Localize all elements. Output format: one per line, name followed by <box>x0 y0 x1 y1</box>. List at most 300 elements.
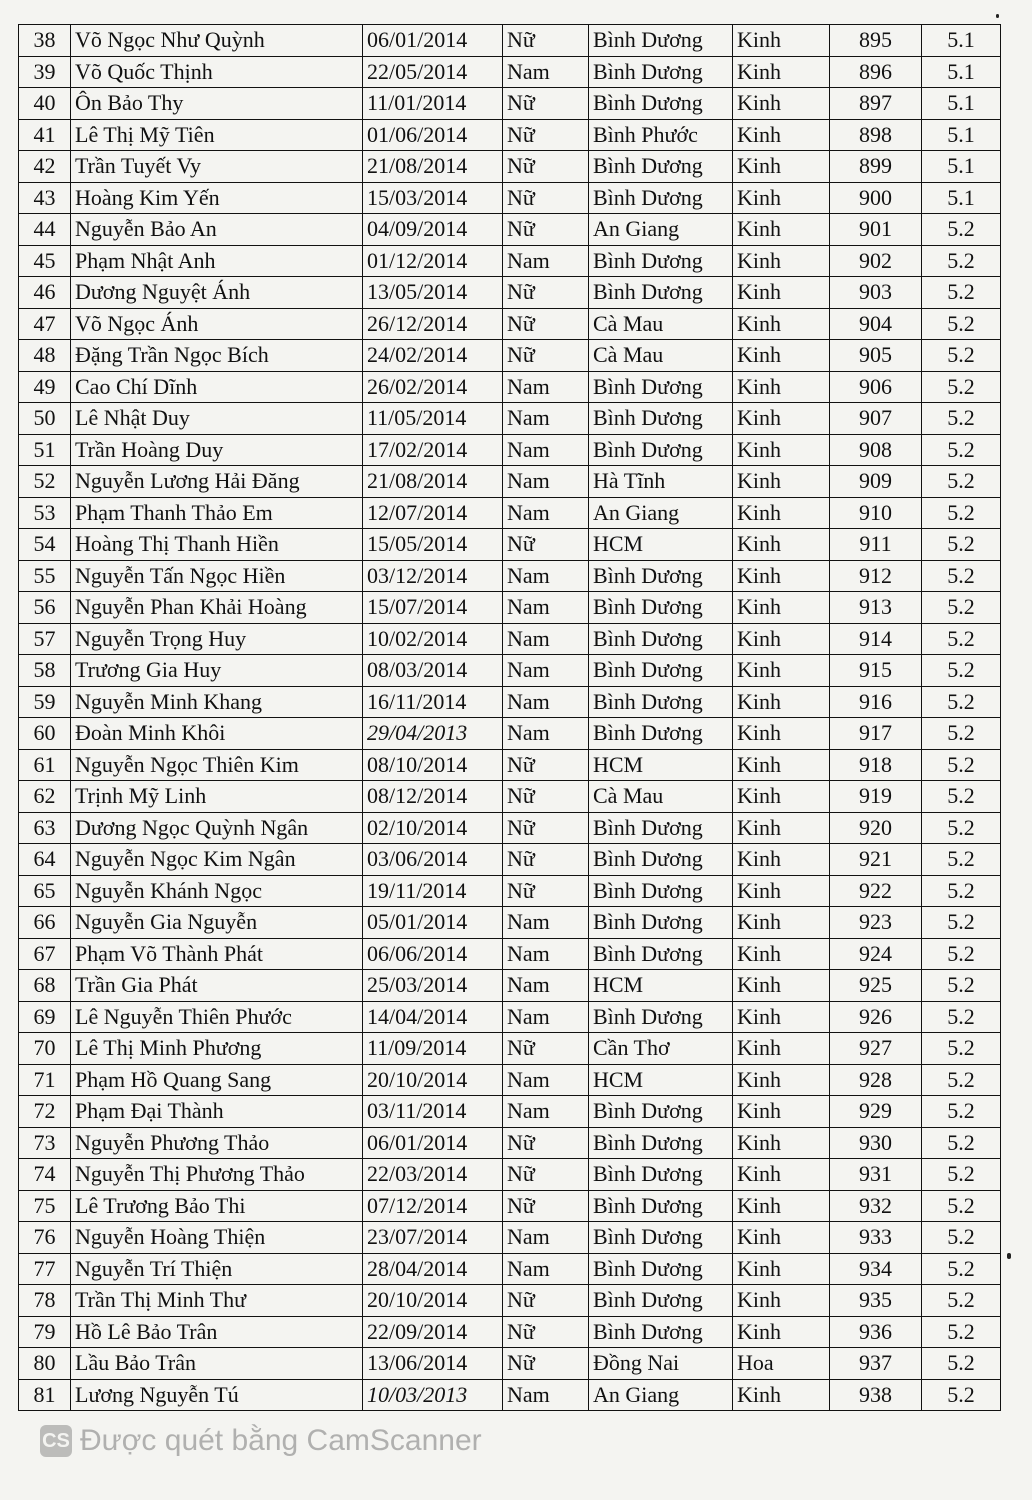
scan-speck <box>996 14 999 18</box>
cell-gender: Nữ <box>503 308 589 340</box>
cell-gender: Nữ <box>503 25 589 57</box>
table-row <box>19 1033 1001 1065</box>
cell-birthplace: Hà Tĩnh <box>589 466 733 498</box>
cell-name: Võ Ngọc Như Quỳnh <box>71 25 363 57</box>
cell-ethnicity: Kinh <box>733 718 830 750</box>
cell-code: 898 <box>830 119 922 151</box>
cell-gender: Nam <box>503 497 589 529</box>
cell-birthplace: An Giang <box>589 214 733 246</box>
cell-code: 935 <box>830 1285 922 1317</box>
cell-stt: 45 <box>19 245 71 277</box>
cell-gender: Nam <box>503 1096 589 1128</box>
cell-cls: 5.2 <box>922 718 1001 750</box>
cell-gender: Nam <box>503 1064 589 1096</box>
cell-name: Đặng Trần Ngọc Bích <box>71 340 363 372</box>
table-row <box>19 403 1001 435</box>
cell-birthplace: An Giang <box>589 1379 733 1411</box>
cell-dob: 06/01/2014 <box>363 25 503 57</box>
cell-birthplace: Bình Dương <box>589 623 733 655</box>
cell-dob: 26/02/2014 <box>363 371 503 403</box>
cell-gender: Nam <box>503 686 589 718</box>
cell-stt: 53 <box>19 497 71 529</box>
cell-code: 925 <box>830 970 922 1002</box>
cell-code: 933 <box>830 1222 922 1254</box>
cell-gender: Nữ <box>503 875 589 907</box>
cell-birthplace: Bình Dương <box>589 1253 733 1285</box>
table-row <box>19 119 1001 151</box>
cell-gender: Nữ <box>503 529 589 561</box>
cell-stt: 56 <box>19 592 71 624</box>
cell-birthplace: Bình Dương <box>589 875 733 907</box>
cell-cls: 5.2 <box>922 371 1001 403</box>
cell-birthplace: HCM <box>589 749 733 781</box>
cell-dob: 23/07/2014 <box>363 1222 503 1254</box>
cell-birthplace: HCM <box>589 970 733 1002</box>
cell-dob: 22/05/2014 <box>363 56 503 88</box>
cell-birthplace: Bình Dương <box>589 182 733 214</box>
cell-name: Phạm Hồ Quang Sang <box>71 1064 363 1096</box>
cell-ethnicity: Kinh <box>733 1159 830 1191</box>
cell-code: 901 <box>830 214 922 246</box>
cell-dob: 06/06/2014 <box>363 938 503 970</box>
table-row <box>19 1253 1001 1285</box>
cell-dob: 03/06/2014 <box>363 844 503 876</box>
table-row <box>19 245 1001 277</box>
cell-dob: 29/04/2013 <box>363 718 503 750</box>
cell-code: 918 <box>830 749 922 781</box>
cell-stt: 67 <box>19 938 71 970</box>
table-row <box>19 466 1001 498</box>
cell-stt: 79 <box>19 1316 71 1348</box>
cell-name: Cao Chí Dĩnh <box>71 371 363 403</box>
cell-cls: 5.2 <box>922 1127 1001 1159</box>
table-row <box>19 623 1001 655</box>
cell-code: 910 <box>830 497 922 529</box>
cell-name: Dương Nguyệt Ánh <box>71 277 363 309</box>
cell-gender: Nam <box>503 1222 589 1254</box>
cell-gender: Nữ <box>503 844 589 876</box>
cell-dob: 28/04/2014 <box>363 1253 503 1285</box>
table-row <box>19 308 1001 340</box>
table-row <box>19 214 1001 246</box>
cell-birthplace: Bình Dương <box>589 1096 733 1128</box>
cell-cls: 5.2 <box>922 686 1001 718</box>
cell-cls: 5.1 <box>922 25 1001 57</box>
cell-stt: 73 <box>19 1127 71 1159</box>
cell-code: 914 <box>830 623 922 655</box>
cell-dob: 20/10/2014 <box>363 1285 503 1317</box>
cell-dob: 03/11/2014 <box>363 1096 503 1128</box>
cell-dob: 03/12/2014 <box>363 560 503 592</box>
cell-ethnicity: Kinh <box>733 1096 830 1128</box>
cell-dob: 25/03/2014 <box>363 970 503 1002</box>
cell-stt: 49 <box>19 371 71 403</box>
cell-dob: 12/07/2014 <box>363 497 503 529</box>
cell-ethnicity: Kinh <box>733 781 830 813</box>
cell-cls: 5.2 <box>922 1064 1001 1096</box>
cell-code: 931 <box>830 1159 922 1191</box>
table-row <box>19 1285 1001 1317</box>
cell-stt: 63 <box>19 812 71 844</box>
cell-gender: Nữ <box>503 214 589 246</box>
cell-stt: 59 <box>19 686 71 718</box>
cell-birthplace: Bình Dương <box>589 718 733 750</box>
cell-cls: 5.2 <box>922 1253 1001 1285</box>
cell-ethnicity: Kinh <box>733 214 830 246</box>
cell-cls: 5.2 <box>922 1190 1001 1222</box>
cell-name: Nguyễn Minh Khang <box>71 686 363 718</box>
cell-birthplace: An Giang <box>589 497 733 529</box>
cell-name: Võ Quốc Thịnh <box>71 56 363 88</box>
table-row <box>19 1316 1001 1348</box>
cell-name: Trần Hoàng Duy <box>71 434 363 466</box>
cell-dob: 06/01/2014 <box>363 1127 503 1159</box>
cell-stt: 39 <box>19 56 71 88</box>
cell-ethnicity: Kinh <box>733 560 830 592</box>
cell-code: 919 <box>830 781 922 813</box>
cell-code: 900 <box>830 182 922 214</box>
cell-stt: 50 <box>19 403 71 435</box>
cell-name: Nguyễn Phan Khải Hoàng <box>71 592 363 624</box>
cell-ethnicity: Kinh <box>733 655 830 687</box>
table-row <box>19 1001 1001 1033</box>
cell-cls: 5.2 <box>922 592 1001 624</box>
cell-birthplace: Bình Dương <box>589 844 733 876</box>
cell-stt: 48 <box>19 340 71 372</box>
cell-code: 906 <box>830 371 922 403</box>
cell-dob: 07/12/2014 <box>363 1190 503 1222</box>
cell-name: Nguyễn Lương Hải Đăng <box>71 466 363 498</box>
cell-cls: 5.2 <box>922 844 1001 876</box>
cell-code: 923 <box>830 907 922 939</box>
cell-birthplace: Bình Dương <box>589 245 733 277</box>
cell-dob: 19/11/2014 <box>363 875 503 907</box>
cell-stt: 78 <box>19 1285 71 1317</box>
cell-gender: Nam <box>503 1001 589 1033</box>
table-row <box>19 1190 1001 1222</box>
table-row <box>19 718 1001 750</box>
cell-ethnicity: Kinh <box>733 529 830 561</box>
cell-code: 903 <box>830 277 922 309</box>
cell-code: 899 <box>830 151 922 183</box>
cell-birthplace: Cà Mau <box>589 308 733 340</box>
cell-birthplace: Cần Thơ <box>589 1033 733 1065</box>
cell-ethnicity: Kinh <box>733 308 830 340</box>
cell-name: Nguyễn Hoàng Thiện <box>71 1222 363 1254</box>
cell-code: 895 <box>830 25 922 57</box>
cell-ethnicity: Kinh <box>733 1190 830 1222</box>
cell-code: 912 <box>830 560 922 592</box>
cell-stt: 64 <box>19 844 71 876</box>
cell-stt: 58 <box>19 655 71 687</box>
cell-cls: 5.2 <box>922 560 1001 592</box>
cell-ethnicity: Hoa <box>733 1348 830 1380</box>
table-row <box>19 277 1001 309</box>
cell-dob: 02/10/2014 <box>363 812 503 844</box>
cell-gender: Nữ <box>503 277 589 309</box>
cell-name: Nguyễn Trọng Huy <box>71 623 363 655</box>
cell-dob: 16/11/2014 <box>363 686 503 718</box>
cell-birthplace: Bình Dương <box>589 686 733 718</box>
cell-name: Nguyễn Tấn Ngọc Hiền <box>71 560 363 592</box>
cell-stt: 60 <box>19 718 71 750</box>
cell-ethnicity: Kinh <box>733 1222 830 1254</box>
cell-birthplace: Bình Dương <box>589 592 733 624</box>
cell-code: 908 <box>830 434 922 466</box>
table-row <box>19 88 1001 120</box>
cell-dob: 11/01/2014 <box>363 88 503 120</box>
table-row <box>19 1379 1001 1411</box>
cell-name: Lê Thị Minh Phương <box>71 1033 363 1065</box>
cell-cls: 5.2 <box>922 781 1001 813</box>
cell-birthplace: Bình Dương <box>589 560 733 592</box>
cell-gender: Nữ <box>503 1285 589 1317</box>
cell-dob: 15/07/2014 <box>363 592 503 624</box>
cell-ethnicity: Kinh <box>733 1253 830 1285</box>
cell-stt: 43 <box>19 182 71 214</box>
cell-dob: 14/04/2014 <box>363 1001 503 1033</box>
cell-gender: Nam <box>503 592 589 624</box>
cell-name: Hoàng Kim Yến <box>71 182 363 214</box>
cell-ethnicity: Kinh <box>733 1033 830 1065</box>
cell-ethnicity: Kinh <box>733 434 830 466</box>
cell-ethnicity: Kinh <box>733 1001 830 1033</box>
cell-gender: Nữ <box>503 812 589 844</box>
cell-birthplace: Bình Dương <box>589 1159 733 1191</box>
cell-dob: 08/03/2014 <box>363 655 503 687</box>
cell-ethnicity: Kinh <box>733 277 830 309</box>
cell-stt: 54 <box>19 529 71 561</box>
cell-gender: Nữ <box>503 1348 589 1380</box>
cell-dob: 13/06/2014 <box>363 1348 503 1380</box>
cell-stt: 42 <box>19 151 71 183</box>
table-row <box>19 1096 1001 1128</box>
cell-name: Lương Nguyễn Tú <box>71 1379 363 1411</box>
cell-cls: 5.2 <box>922 655 1001 687</box>
table-row <box>19 340 1001 372</box>
cell-ethnicity: Kinh <box>733 749 830 781</box>
table-row <box>19 1222 1001 1254</box>
cell-cls: 5.1 <box>922 88 1001 120</box>
cell-gender: Nam <box>503 623 589 655</box>
cell-birthplace: Bình Phước <box>589 119 733 151</box>
cell-code: 904 <box>830 308 922 340</box>
cell-name: Phạm Nhật Anh <box>71 245 363 277</box>
cell-birthplace: Bình Dương <box>589 403 733 435</box>
cell-gender: Nữ <box>503 1159 589 1191</box>
table-row <box>19 1348 1001 1380</box>
cell-ethnicity: Kinh <box>733 466 830 498</box>
cell-dob: 11/09/2014 <box>363 1033 503 1065</box>
cell-ethnicity: Kinh <box>733 497 830 529</box>
cell-name: Lê Nguyễn Thiên Phước <box>71 1001 363 1033</box>
cell-cls: 5.2 <box>922 749 1001 781</box>
cell-cls: 5.1 <box>922 182 1001 214</box>
cell-name: Nguyễn Bảo An <box>71 214 363 246</box>
cell-name: Lê Nhật Duy <box>71 403 363 435</box>
cell-dob: 20/10/2014 <box>363 1064 503 1096</box>
cell-birthplace: Bình Dương <box>589 1222 733 1254</box>
cell-dob: 22/09/2014 <box>363 1316 503 1348</box>
cell-name: Trần Thị Minh Thư <box>71 1285 363 1317</box>
cell-stt: 77 <box>19 1253 71 1285</box>
cell-code: 926 <box>830 1001 922 1033</box>
cell-birthplace: Bình Dương <box>589 907 733 939</box>
cell-stt: 68 <box>19 970 71 1002</box>
cell-name: Trần Gia Phát <box>71 970 363 1002</box>
table-row <box>19 907 1001 939</box>
cell-gender: Nam <box>503 403 589 435</box>
cell-stt: 41 <box>19 119 71 151</box>
cell-cls: 5.2 <box>922 403 1001 435</box>
cell-dob: 10/03/2013 <box>363 1379 503 1411</box>
cell-name: Trương Gia Huy <box>71 655 363 687</box>
cell-birthplace: Bình Dương <box>589 1190 733 1222</box>
table-row <box>19 1064 1001 1096</box>
cell-cls: 5.2 <box>922 970 1001 1002</box>
cell-birthplace: Bình Dương <box>589 655 733 687</box>
cell-dob: 17/02/2014 <box>363 434 503 466</box>
cell-dob: 24/02/2014 <box>363 340 503 372</box>
cell-cls: 5.2 <box>922 1379 1001 1411</box>
cell-gender: Nữ <box>503 1316 589 1348</box>
cell-gender: Nam <box>503 907 589 939</box>
cell-cls: 5.2 <box>922 497 1001 529</box>
cell-ethnicity: Kinh <box>733 623 830 655</box>
cell-ethnicity: Kinh <box>733 56 830 88</box>
cell-stt: 65 <box>19 875 71 907</box>
cell-birthplace: Bình Dương <box>589 25 733 57</box>
cell-ethnicity: Kinh <box>733 119 830 151</box>
cell-gender: Nam <box>503 655 589 687</box>
cell-name: Hồ Lê Bảo Trân <box>71 1316 363 1348</box>
cell-code: 897 <box>830 88 922 120</box>
cell-name: Trịnh Mỹ Linh <box>71 781 363 813</box>
cell-ethnicity: Kinh <box>733 938 830 970</box>
cell-cls: 5.2 <box>922 938 1001 970</box>
cell-stt: 76 <box>19 1222 71 1254</box>
cell-code: 922 <box>830 875 922 907</box>
cell-name: Nguyễn Khánh Ngọc <box>71 875 363 907</box>
cell-stt: 51 <box>19 434 71 466</box>
cell-code: 905 <box>830 340 922 372</box>
cell-stt: 81 <box>19 1379 71 1411</box>
table-row <box>19 529 1001 561</box>
cell-dob: 08/10/2014 <box>363 749 503 781</box>
cell-name: Nguyễn Trí Thiện <box>71 1253 363 1285</box>
cell-name: Nguyễn Thị Phương Thảo <box>71 1159 363 1191</box>
cell-name: Nguyễn Ngọc Kim Ngân <box>71 844 363 876</box>
cell-name: Ôn Bảo Thy <box>71 88 363 120</box>
cell-dob: 04/09/2014 <box>363 214 503 246</box>
cell-gender: Nam <box>503 1253 589 1285</box>
table-row <box>19 25 1001 57</box>
cell-dob: 08/12/2014 <box>363 781 503 813</box>
table-row <box>19 970 1001 1002</box>
cell-dob: 21/08/2014 <box>363 466 503 498</box>
cell-code: 902 <box>830 245 922 277</box>
cell-dob: 21/08/2014 <box>363 151 503 183</box>
cell-cls: 5.2 <box>922 812 1001 844</box>
cell-ethnicity: Kinh <box>733 371 830 403</box>
table-row <box>19 655 1001 687</box>
cell-cls: 5.2 <box>922 1316 1001 1348</box>
cell-dob: 26/12/2014 <box>363 308 503 340</box>
cell-cls: 5.2 <box>922 214 1001 246</box>
cell-code: 916 <box>830 686 922 718</box>
cell-ethnicity: Kinh <box>733 340 830 372</box>
cell-ethnicity: Kinh <box>733 592 830 624</box>
cell-gender: Nữ <box>503 182 589 214</box>
cell-code: 930 <box>830 1127 922 1159</box>
cell-birthplace: Bình Dương <box>589 1127 733 1159</box>
cell-stt: 80 <box>19 1348 71 1380</box>
cell-ethnicity: Kinh <box>733 151 830 183</box>
table-row <box>19 875 1001 907</box>
cell-birthplace: HCM <box>589 529 733 561</box>
cell-cls: 5.2 <box>922 875 1001 907</box>
cell-code: 937 <box>830 1348 922 1380</box>
camscanner-watermark <box>40 1424 482 1458</box>
cell-gender: Nữ <box>503 119 589 151</box>
cell-stt: 71 <box>19 1064 71 1096</box>
cell-gender: Nữ <box>503 340 589 372</box>
cell-name: Nguyễn Gia Nguyễn <box>71 907 363 939</box>
cell-gender: Nữ <box>503 781 589 813</box>
table-row <box>19 371 1001 403</box>
cell-stt: 61 <box>19 749 71 781</box>
cell-birthplace: Bình Dương <box>589 151 733 183</box>
cell-gender: Nam <box>503 1379 589 1411</box>
cell-ethnicity: Kinh <box>733 88 830 120</box>
cell-dob: 13/05/2014 <box>363 277 503 309</box>
cell-dob: 01/06/2014 <box>363 119 503 151</box>
cell-cls: 5.2 <box>922 1096 1001 1128</box>
cell-name: Nguyễn Phương Thảo <box>71 1127 363 1159</box>
cell-cls: 5.2 <box>922 1159 1001 1191</box>
table-body <box>19 25 1001 1411</box>
cell-dob: 01/12/2014 <box>363 245 503 277</box>
cell-dob: 05/01/2014 <box>363 907 503 939</box>
cell-code: 911 <box>830 529 922 561</box>
cell-cls: 5.1 <box>922 151 1001 183</box>
cell-birthplace: HCM <box>589 1064 733 1096</box>
cell-stt: 44 <box>19 214 71 246</box>
cell-name: Lê Thị Mỹ Tiên <box>71 119 363 151</box>
cell-stt: 66 <box>19 907 71 939</box>
cell-name: Võ Ngọc Ánh <box>71 308 363 340</box>
cell-gender: Nữ <box>503 88 589 120</box>
cell-gender: Nam <box>503 371 589 403</box>
cell-gender: Nữ <box>503 1033 589 1065</box>
cell-code: 934 <box>830 1253 922 1285</box>
cell-code: 917 <box>830 718 922 750</box>
table-row <box>19 592 1001 624</box>
cell-cls: 5.2 <box>922 434 1001 466</box>
cell-stt: 46 <box>19 277 71 309</box>
cell-birthplace: Bình Dương <box>589 88 733 120</box>
table-row <box>19 844 1001 876</box>
cell-stt: 75 <box>19 1190 71 1222</box>
cell-name: Lê Trương Bảo Thi <box>71 1190 363 1222</box>
cell-cls: 5.2 <box>922 1001 1001 1033</box>
table-row <box>19 686 1001 718</box>
cell-cls: 5.2 <box>922 277 1001 309</box>
cell-cls: 5.2 <box>922 308 1001 340</box>
cell-stt: 70 <box>19 1033 71 1065</box>
cell-cls: 5.1 <box>922 119 1001 151</box>
cell-cls: 5.2 <box>922 1348 1001 1380</box>
